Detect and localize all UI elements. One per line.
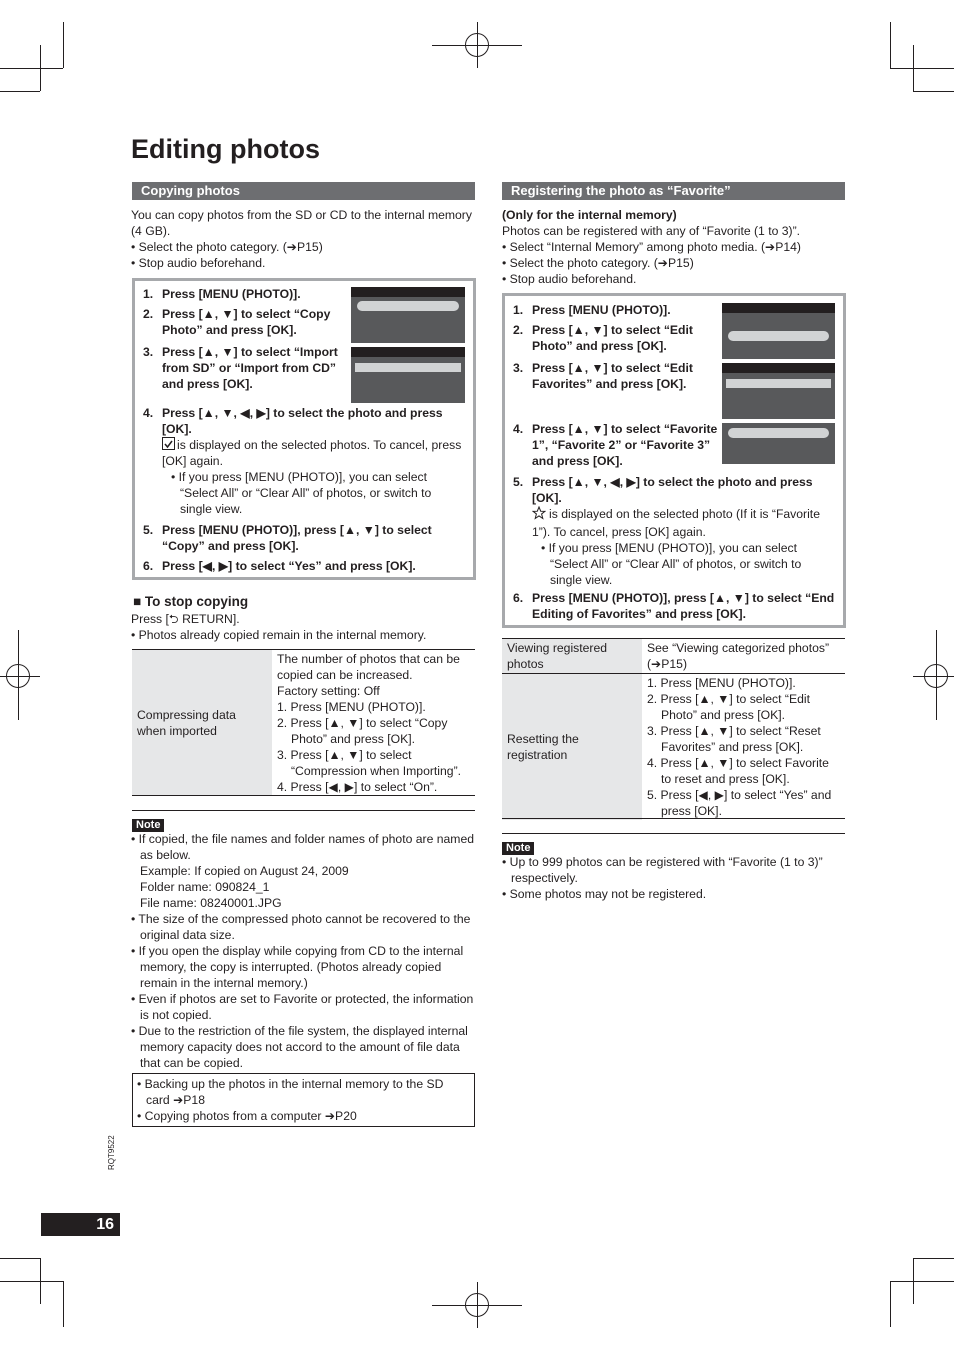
option-description: See “Viewing categorized photos” (➔P15) (647, 641, 830, 671)
copy-step-4: 4. Press [▲, ▼, ◀, ▶] to select the photo and press [OK]. is displayed on the selected photos. To cancel, press [OK] again. • If you press [MENU (PHOTO)], you can select “Select All” or “Clear All” of photos, or switch to single view. (143, 406, 462, 516)
stop-copying-heading: ■ To stop copying (133, 594, 249, 609)
page-title: Editing photos (131, 134, 320, 164)
favorite-step-4: 4. Press [▲, ▼] to select “Favorite 1”, “Favorite 2” or “Favorite 3” and press [OK]. (513, 422, 718, 468)
copy-step-2: 2. Press [▲, ▼] to select “Copy Photo” and press [OK]. (143, 307, 331, 337)
stop-copying-line: Press [⮌ RETURN]. (131, 612, 240, 626)
copy-step-6: 6. Press [◀, ▶] to select “Yes” and press [OK]. (143, 559, 416, 573)
favorite-bullet: • Stop audio beforehand. (502, 272, 637, 286)
note-label: Note (132, 816, 164, 832)
favorite-star-icon (532, 506, 546, 524)
stop-copying-bullet: • Photos already copied remain in the internal memory. (131, 628, 427, 642)
section-heading-copying: Copying photos (132, 182, 475, 200)
favorite-intro-block (502, 207, 847, 287)
section-heading-favorite: Registering the photo as “Favorite” (502, 182, 845, 200)
copying-intro-block (131, 207, 476, 271)
copy-step-1: 1. Press [MENU (PHOTO)]. (143, 287, 301, 301)
favorite-bullet: • Select “Internal Memory” among photo media. (➔P14) (502, 240, 801, 254)
internal-memory-note: (Only for the internal memory) (502, 208, 677, 222)
copying-bullet: • Stop audio beforehand. (131, 256, 266, 270)
copying-intro: You can copy photos from the SD or CD to the internal memory (4 GB). (131, 208, 472, 238)
compression-option-table (132, 650, 475, 796)
document-code: RQT9522 (107, 1135, 116, 1170)
note-label: Note (502, 839, 534, 855)
menu-screen-image (722, 363, 835, 419)
stop-copying-text (131, 611, 476, 643)
copy-step-3: 3. Press [▲, ▼] to select “Import from SD” or “Import from CD” and press [OK]. (143, 345, 338, 391)
menu-screen-image (722, 423, 835, 464)
note-list: • If copied, the file names and folder names of photo are named as below. Example: If copied on August 24, 2009 Folder name: 090824_1 File name: 08240001.JPG • The size of the compressed photo cannot be recovered to the original data size. • If you open the display while copying from CD to the internal memory, the copy is interrupted. (Photos already copied remain in the internal memory.) • Even if photos are set to Favorite or protected, the information is not copied. • Due to the restriction of the file system, the displayed internal memory capacity does not accord to the amount of file data that can be copied. (131, 832, 475, 1070)
copying-bullet: • Select the photo category. (➔P15) (131, 240, 323, 254)
reference-link[interactable]: • Backing up the photos in the internal memory to the SD card ➔P18 (137, 1077, 444, 1107)
option-label: Compressing data when imported (132, 650, 272, 796)
option-label: Resetting the registration (502, 674, 642, 821)
page-number: 16 (41, 1213, 120, 1236)
cross-reference-box (132, 1073, 475, 1127)
favorite-step-6: 6. Press [MENU (PHOTO)], press [▲, ▼] to select “End Editing of Favorites” and press [OK]. (513, 591, 835, 621)
option-description: The number of photos that can be copied can be increased. Factory setting: Off 1. Press [MENU (PHOTO)]. 2. Press [▲, ▼] to select “Copy Photo” and press [OK]. 3. Press [▲, ▼] to select “Compression when Importing”. 4. Press [◀, ▶] to select “On”. (277, 652, 462, 794)
favorite-step-2: 2. Press [▲, ▼] to select “Edit Photo” and press [OK]. (513, 323, 693, 353)
menu-screen-image (722, 303, 835, 359)
favorite-option-table (502, 639, 845, 820)
check-mark-icon (162, 437, 175, 450)
menu-screen-image (351, 287, 465, 343)
menu-screen-image (351, 347, 465, 403)
copy-step-5: 5. Press [MENU (PHOTO)], press [▲, ▼] to select “Copy” and press [OK]. (143, 523, 432, 553)
favorite-bullet: • Select the photo category. (➔P15) (502, 256, 694, 270)
note-list: • Up to 999 photos can be registered with “Favorite (1 to 3)” respectively. • Some photos may not be registered. (502, 855, 823, 901)
reference-link[interactable]: • Copying photos from a computer ➔P20 (137, 1109, 357, 1123)
option-label: Viewing registered photos (502, 639, 642, 674)
favorite-step-5: 5. Press [▲, ▼, ◀, ▶] to select the photo and press [OK]. is displayed on the selected photo (If it is “Favorite 1”). To cancel, press [OK] again. • If you press [MENU (PHOTO)], you can select “Select All” or “Clear All” of photos, or switch to single view. (513, 475, 820, 587)
favorite-step-3: 3. Press [▲, ▼] to select “Edit Favorites” and press [OK]. (513, 361, 693, 391)
option-description: 1. Press [MENU (PHOTO)]. 2. Press [▲, ▼] to select “Edit Photo” and press [OK]. 3. Press [▲, ▼] to select “Reset Favorites” and press [OK]. 4. Press [▲, ▼] to select Favorite to reset and press [OK]. 5. Press [◀, ▶] to select “Yes” and press [OK]. (642, 674, 845, 821)
favorite-intro: Photos can be registered with any of “Favorite (1 to 3)”. (502, 224, 801, 238)
favorite-step-1: 1. Press [MENU (PHOTO)]. (513, 303, 671, 317)
